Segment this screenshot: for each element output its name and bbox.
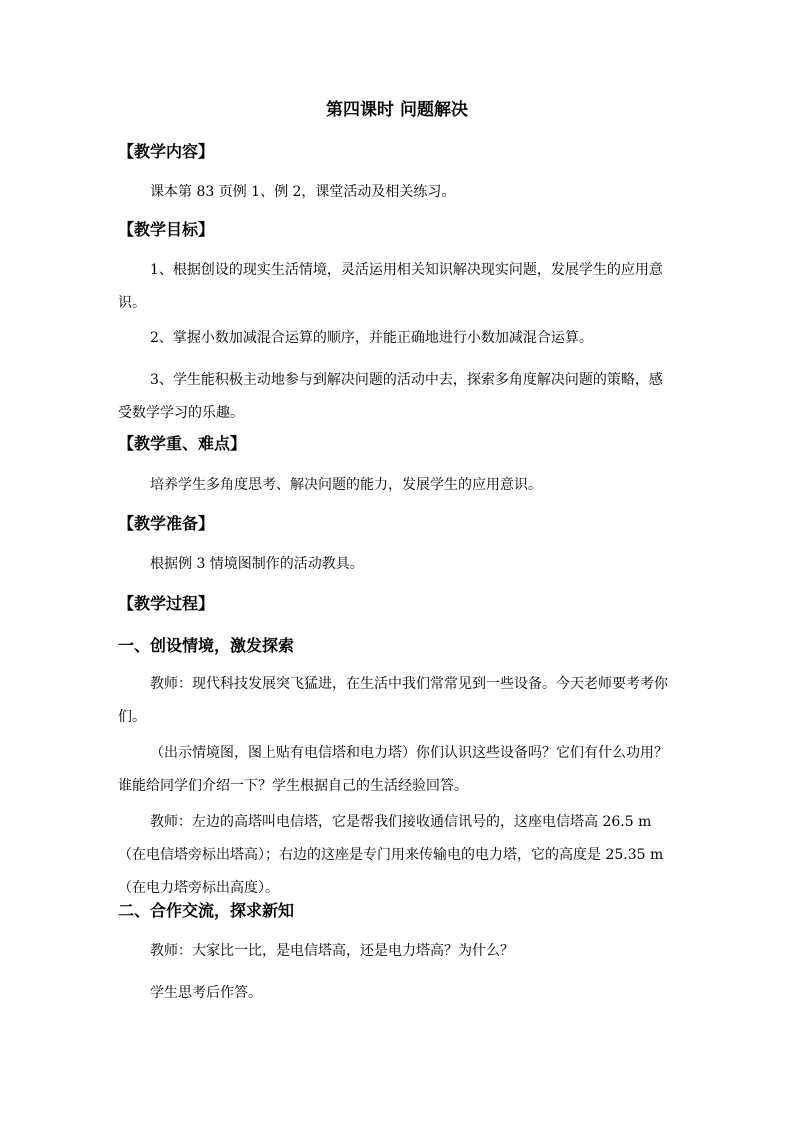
paragraph: 培养学生多角度思考、解决问题的能力，发展学生的应用意识。 <box>150 477 542 493</box>
subsection-heading-2: 二、合作交流，探求新知 <box>118 901 295 920</box>
paragraph: 课本第 83 页例 1、例 2，课堂活动及相关练习。 <box>150 184 456 200</box>
section-heading-key-points: 【教学重、难点】 <box>118 434 247 453</box>
paragraph: 教师：左边的高塔叫电信塔，它是帮我们接收通信讯号的，这座电信塔高 26.5 m（在电信塔旁标出塔高）；右边的这座是专门用来传输电的电力塔，它的高度是 25.35 m（在电力塔旁标出高度）。 <box>118 814 664 896</box>
paragraph: 2、掌握小数加减混合运算的顺序，并能正确地进行小数加减混合运算。 <box>150 330 593 346</box>
paragraph: 根据例 3 情境图制作的活动教具。 <box>150 556 364 572</box>
paragraph: 教师：大家比一比，是电信塔高，还是电力塔高？为什么？ <box>150 943 514 959</box>
section-heading-preparation: 【教学准备】 <box>118 514 215 533</box>
document-title: 第四课时 问题解决 <box>326 100 468 120</box>
subsection-heading-1: 一、创设情境，激发探索 <box>118 636 295 655</box>
paragraph: 教师：现代科技发展突飞猛进，在生活中我们常常见到一些设备。今天老师要考考你们。 <box>118 676 668 725</box>
section-heading-goals: 【教学目标】 <box>118 220 215 239</box>
section-heading-content: 【教学内容】 <box>118 142 215 161</box>
section-heading-process: 【教学过程】 <box>118 594 215 613</box>
paragraph: （出示情境图，图上贴有电信塔和电力塔）你们认识这些设备吗？它们有什么功用？谁能给同学们介绍一下？学生根据自己的生活经验回答。 <box>118 745 668 794</box>
paragraph: 学生思考后作答。 <box>150 985 262 1001</box>
paragraph: 3、学生能积极主动地参与到解决问题的活动中去，探索多角度解决问题的策略，感受数学学习的乐趣。 <box>118 372 663 421</box>
paragraph: 1、根据创设的现实生活情境，灵活运用相关知识解决现实问题，发展学生的应用意识。 <box>118 262 663 311</box>
